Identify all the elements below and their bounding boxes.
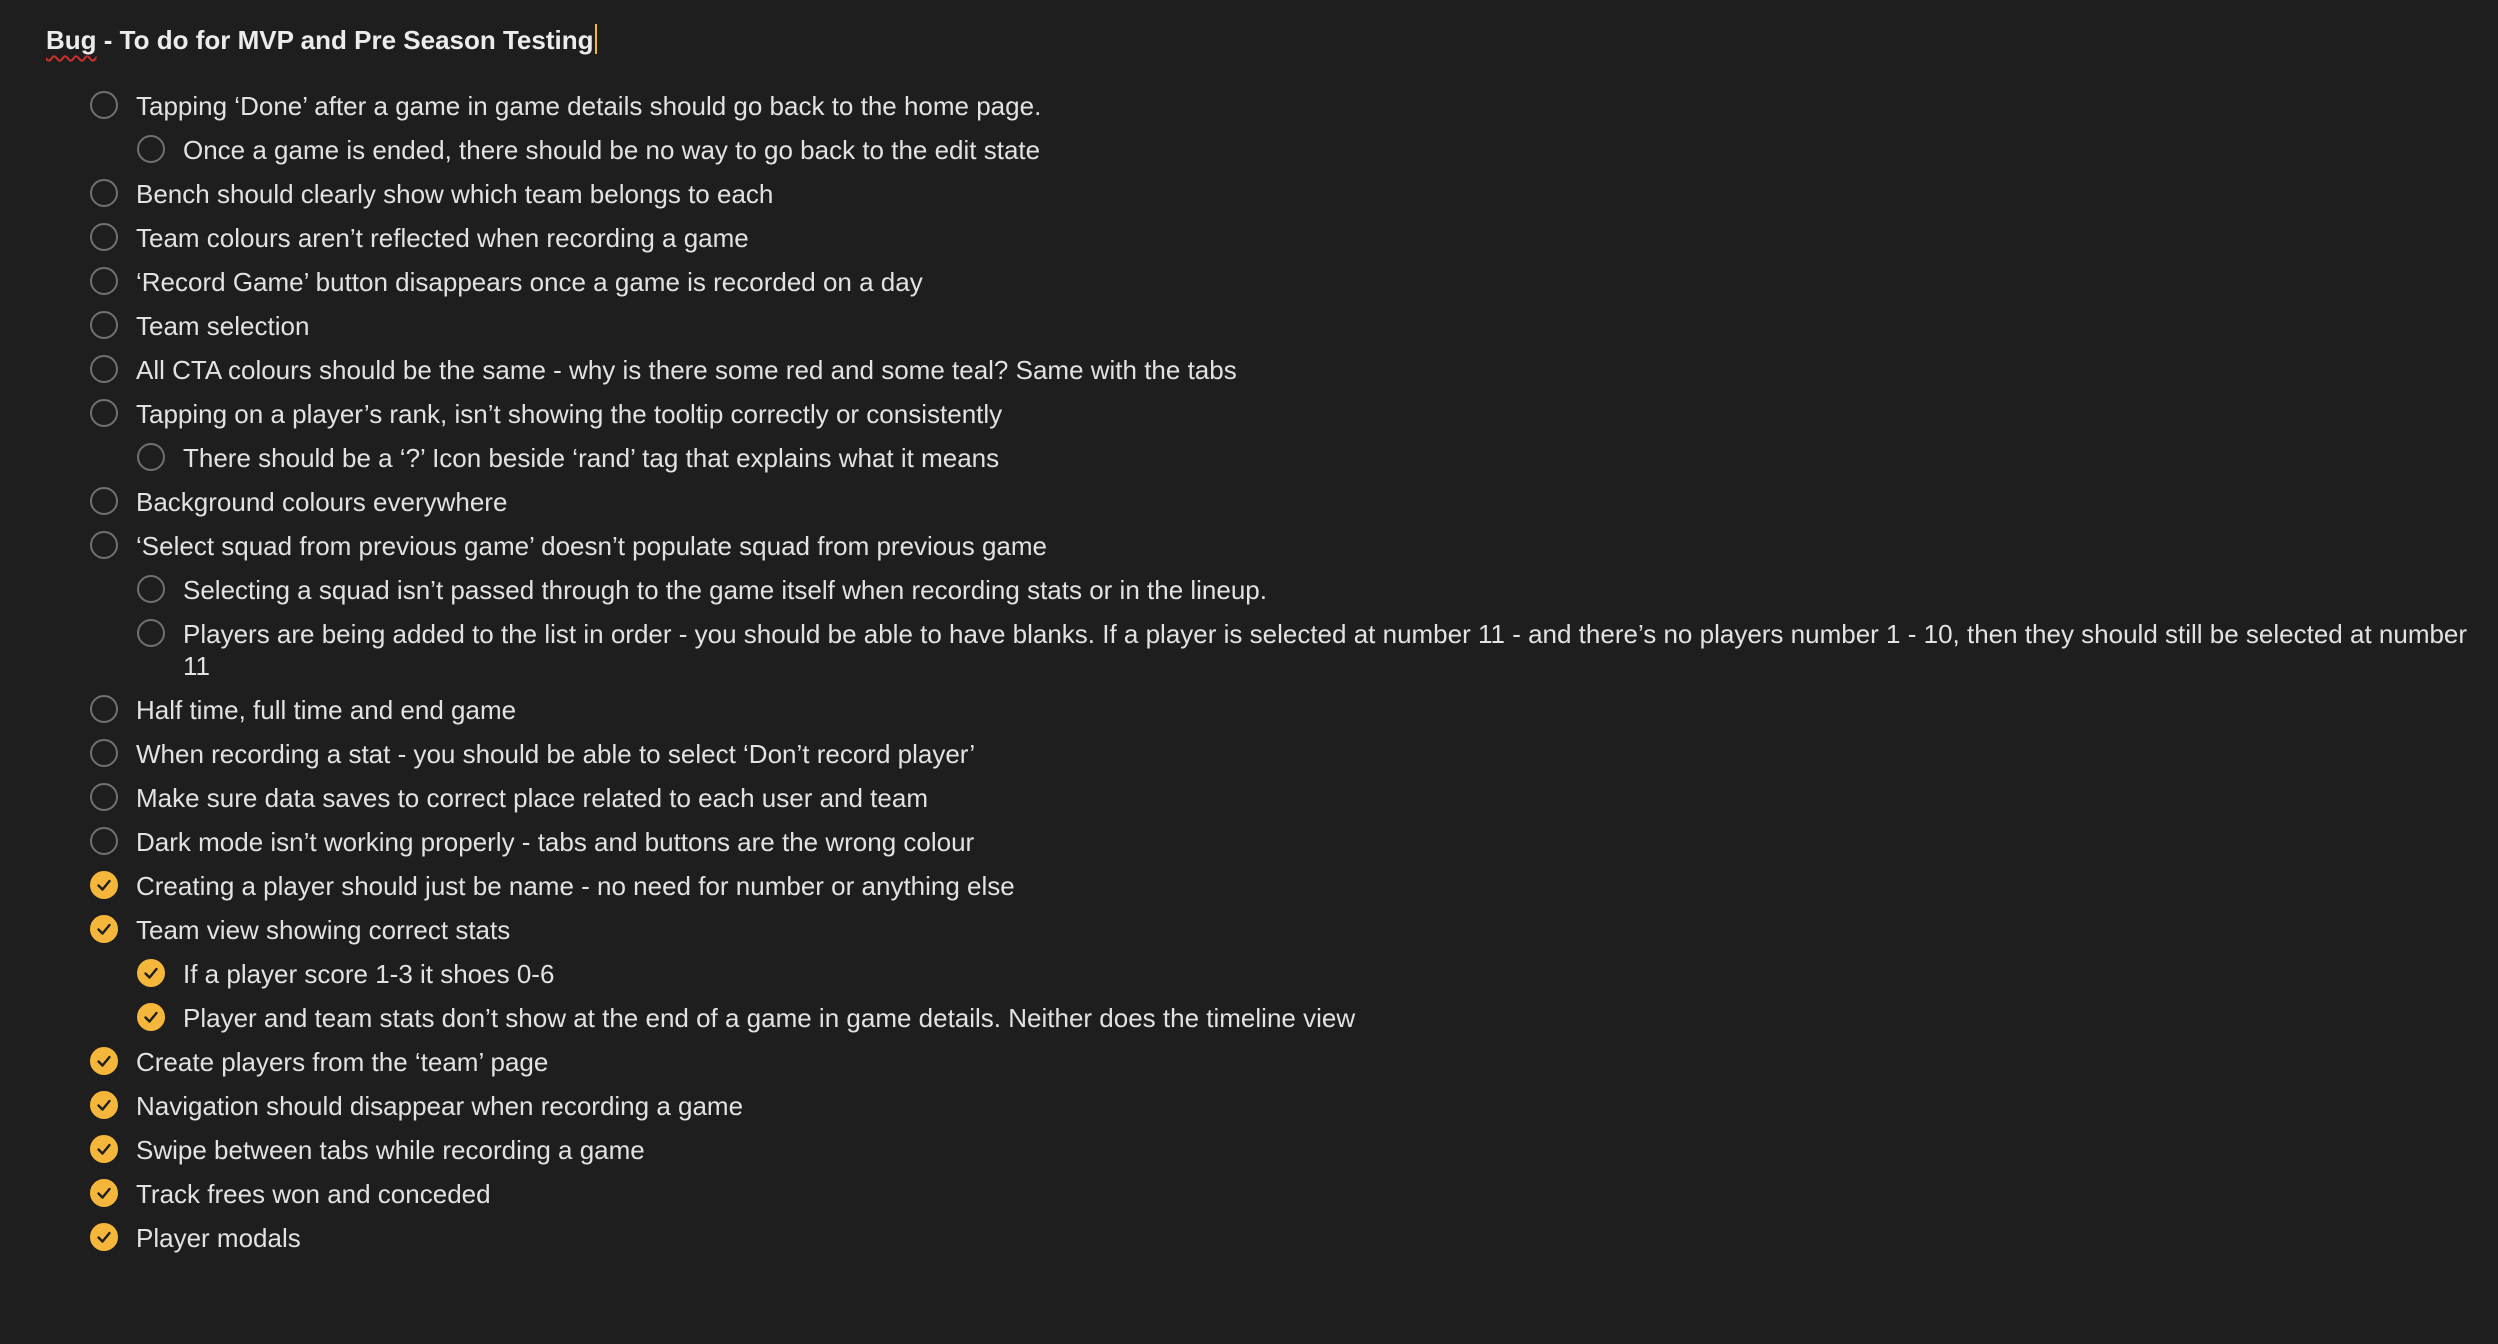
checklist-item-text[interactable]: Team view showing correct stats (136, 915, 511, 945)
checklist-item (0, 782, 2498, 814)
checklist-item-text[interactable]: Swipe between tabs while recording a game (136, 1135, 645, 1165)
checkbox[interactable] (90, 1047, 118, 1075)
checklist-subitem (0, 574, 2498, 606)
checkbox[interactable] (90, 179, 118, 207)
checklist-item-text[interactable]: Selecting a squad isn’t passed through to the game itself when recording stats or in the lineup. (183, 575, 1267, 605)
checklist-item (0, 738, 2498, 770)
checklist-item-text[interactable]: Team selection (136, 311, 310, 341)
checkbox[interactable] (137, 1003, 165, 1031)
checklist-item (0, 310, 2498, 342)
checkbox[interactable] (90, 399, 118, 427)
note-title-text[interactable]: - To do for MVP and Pre Season Testing (96, 25, 594, 55)
checkbox[interactable] (90, 531, 118, 559)
checklist-item-text[interactable]: Track frees won and conceded (136, 1179, 491, 1209)
checklist-item (0, 914, 2498, 946)
checkbox[interactable] (137, 959, 165, 987)
checklist-item (0, 1178, 2498, 1210)
note-title-first-word[interactable]: Bug (46, 25, 97, 55)
checklist-subitem (0, 442, 2498, 474)
checkbox[interactable] (137, 135, 165, 163)
checkbox[interactable] (90, 355, 118, 383)
checkmark-icon (141, 963, 161, 983)
checklist-item-text[interactable]: Team colours aren’t reflected when recording a game (136, 223, 749, 253)
checklist-item-text[interactable]: Once a game is ended, there should be no way to go back to the edit state (183, 135, 1041, 165)
checklist-subitem (0, 1002, 2498, 1034)
checkmark-icon (94, 1183, 114, 1203)
checklist-item-text[interactable]: Bench should clearly show which team belongs to each (136, 179, 774, 209)
checklist-item (0, 90, 2498, 122)
checklist-item-text[interactable]: If a player score 1-3 it shoes 0-6 (183, 959, 555, 989)
checklist-item (0, 694, 2498, 726)
checklist-item-text[interactable]: Dark mode isn’t working properly - tabs and buttons are the wrong colour (136, 827, 975, 857)
checkbox[interactable] (90, 915, 118, 943)
checklist-subitem (0, 958, 2498, 990)
checklist-item-text[interactable]: Half time, full time and end game (136, 695, 517, 725)
checklist-item (0, 354, 2498, 386)
checkbox[interactable] (137, 575, 165, 603)
checklist-item-text[interactable]: Navigation should disappear when recording a game (136, 1091, 744, 1121)
checklist-item-text[interactable]: Tapping on a player’s rank, isn’t showing the tooltip correctly or consistently (136, 399, 1003, 429)
checkbox[interactable] (90, 871, 118, 899)
checkbox[interactable] (90, 1223, 118, 1251)
checklist-item-text[interactable]: Players are being added to the list in order - you should be able to have blanks. If a player is selected at number 11 - and there’s no players number 1 - 10, then they should still be selected at number 11 (183, 619, 2468, 681)
checkmark-icon (94, 1051, 114, 1071)
checklist-item (0, 1046, 2498, 1078)
checklist-item (0, 530, 2498, 562)
checklist-subitem (0, 618, 2498, 682)
checklist-item (0, 1134, 2498, 1166)
checklist-item-text[interactable]: All CTA colours should be the same - why is there some red and some teal? Same with the tabs (136, 355, 1237, 385)
checkmark-icon (141, 1007, 161, 1027)
note-title[interactable] (46, 22, 597, 58)
checklist-item (0, 178, 2498, 210)
checklist-item (0, 222, 2498, 254)
checklist-item (0, 486, 2498, 518)
checkmark-icon (94, 875, 114, 895)
checklist-item-text[interactable]: Player and team stats don’t show at the end of a game in game details. Neither does the timeline view (183, 1003, 1356, 1033)
checklist-item-text[interactable]: Make sure data saves to correct place related to each user and team (136, 783, 928, 813)
checkmark-icon (94, 919, 114, 939)
checklist-item-text[interactable]: ‘Record Game’ button disappears once a game is recorded on a day (136, 267, 923, 297)
checklist (0, 90, 2498, 1266)
checkbox[interactable] (90, 487, 118, 515)
checkbox[interactable] (137, 619, 165, 647)
checkbox[interactable] (90, 267, 118, 295)
checklist-item-text[interactable]: There should be a ‘?’ Icon beside ‘rand’ tag that explains what it means (183, 443, 1000, 473)
checkmark-icon (94, 1227, 114, 1247)
checkbox[interactable] (90, 223, 118, 251)
checklist-subitem (0, 134, 2498, 166)
checklist-item (0, 398, 2498, 430)
checklist-item-text[interactable]: Create players from the ‘team’ page (136, 1047, 549, 1077)
checklist-item-text[interactable]: Background colours everywhere (136, 487, 508, 517)
checkbox[interactable] (90, 311, 118, 339)
checklist-item-text[interactable]: Tapping ‘Done’ after a game in game details should go back to the home page. (136, 91, 1042, 121)
checkbox[interactable] (90, 1135, 118, 1163)
checklist-item (0, 266, 2498, 298)
checkbox[interactable] (90, 827, 118, 855)
text-cursor (595, 24, 597, 54)
checklist-item-text[interactable]: When recording a stat - you should be able to select ‘Don’t record player’ (136, 739, 976, 769)
checkmark-icon (94, 1139, 114, 1159)
checkbox[interactable] (90, 1091, 118, 1119)
checkmark-icon (94, 1095, 114, 1115)
checkbox[interactable] (90, 739, 118, 767)
checkbox[interactable] (90, 783, 118, 811)
checklist-item-text[interactable]: ‘Select squad from previous game’ doesn’t populate squad from previous game (136, 531, 1047, 561)
checkbox[interactable] (90, 91, 118, 119)
checklist-item (0, 870, 2498, 902)
checklist-item (0, 1222, 2498, 1254)
checkbox[interactable] (137, 443, 165, 471)
checkbox[interactable] (90, 695, 118, 723)
checklist-item-text[interactable]: Player modals (136, 1223, 301, 1253)
checklist-item-text[interactable]: Creating a player should just be name - no need for number or anything else (136, 871, 1015, 901)
checklist-item (0, 1090, 2498, 1122)
checkbox[interactable] (90, 1179, 118, 1207)
checklist-item (0, 826, 2498, 858)
